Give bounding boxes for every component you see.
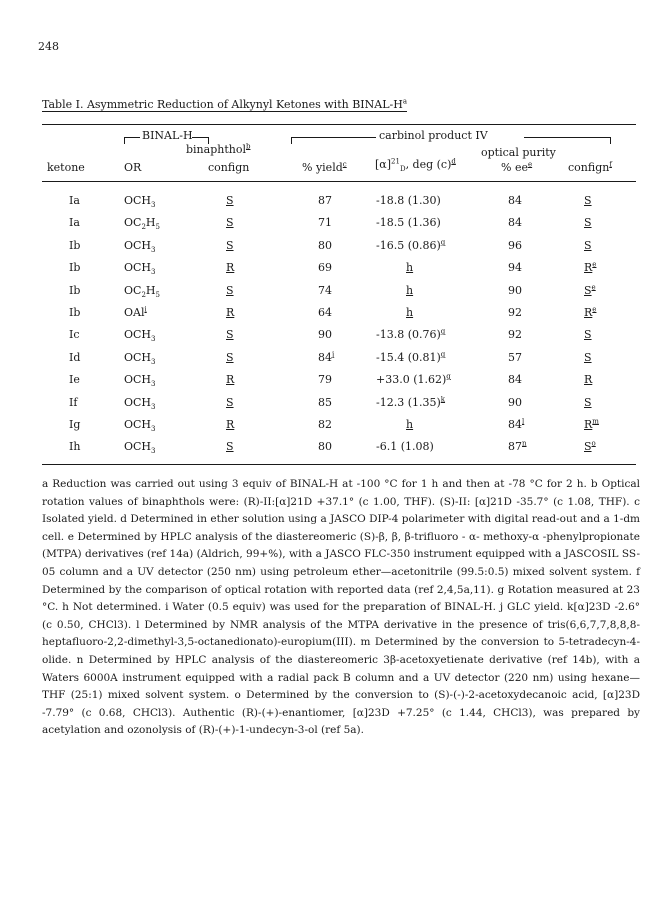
cell-rotation: h	[406, 284, 414, 297]
cell-or: $OCH_3$	[124, 440, 156, 456]
cell-ketone: Ib	[69, 239, 81, 252]
cell-or: $OCH_3$	[124, 418, 156, 434]
cell-rotation: -18.5 (1.36)	[376, 216, 441, 229]
cell-config-2: $R^e$	[584, 305, 597, 319]
carbinol-bracket-left	[291, 137, 376, 144]
col-yield: % yield$^c$	[302, 160, 347, 174]
cell-config-2: R	[584, 373, 593, 386]
cell-ketone: Id	[69, 351, 81, 364]
cell-or: $OCH_3$	[124, 194, 156, 210]
cell-yield: 69	[318, 261, 332, 274]
cell-yield: 82	[318, 418, 332, 431]
cell-rotation: -18.8 (1.30)	[376, 194, 441, 207]
cell-ee: 84	[508, 194, 522, 207]
cell-rotation: h	[406, 418, 414, 431]
cell-config-2: $S^o$	[584, 439, 596, 453]
cell-config-2: S	[584, 239, 592, 252]
cell-ee: 92	[508, 328, 522, 341]
cell-ee: 84	[508, 216, 522, 229]
cell-or: $OCH_3$	[124, 328, 156, 344]
cell-ketone: Ib	[69, 261, 81, 274]
cell-ketone: Ia	[69, 216, 80, 229]
cell-config: R	[226, 306, 235, 319]
cell-yield: 80	[318, 239, 332, 252]
group-binal-label: BINAL-H	[142, 129, 193, 142]
caption-label: Table I.	[42, 98, 84, 111]
cell-config: S	[226, 440, 234, 453]
cell-or: OAl$^i$	[124, 305, 147, 319]
cell-config: R	[226, 261, 235, 274]
cell-ketone: Ib	[69, 284, 81, 297]
table-footnotes	[42, 476, 640, 740]
cell-yield: 71	[318, 216, 332, 229]
cell-ee: 90	[508, 396, 522, 409]
col-ee: % $ee^e$	[501, 160, 533, 174]
col-rotation: $[\alpha]^{21}_D$, deg $(c)^d$	[375, 157, 456, 174]
cell-config-2: $R^e$	[584, 260, 597, 274]
caption-sup: a	[402, 97, 407, 106]
cell-config-2: S	[584, 396, 592, 409]
cell-config: S	[226, 351, 234, 364]
cell-rotation: -16.5 $(0.86)^g$	[376, 238, 446, 252]
cell-or: $OCH_3$	[124, 239, 156, 255]
cell-or: $OCH_3$	[124, 396, 156, 412]
cell-rotation: h	[406, 306, 414, 319]
cell-ketone: Ig	[69, 418, 81, 431]
cell-ketone: Ib	[69, 306, 81, 319]
header-optical-purity: optical purity	[481, 146, 556, 159]
cell-ee: 96	[508, 239, 522, 252]
cell-rotation: h	[406, 261, 414, 274]
cell-config: S	[226, 216, 234, 229]
binal-bracket-left	[124, 137, 140, 144]
cell-config-2: $R^m$	[584, 417, 599, 431]
cell-config: R	[226, 373, 235, 386]
table-bottom-rule	[42, 464, 636, 465]
cell-yield: 85	[318, 396, 332, 409]
cell-or: $OCH_3$	[124, 351, 156, 367]
cell-ee: 87$^n$	[508, 439, 527, 453]
caption-text: Asymmetric Reduction of Alkynyl Ketones with BINAL-H	[83, 98, 403, 111]
cell-or: $OC_2H_5$	[124, 284, 160, 300]
header-bottom-rule	[42, 181, 636, 182]
cell-ee: 94	[508, 261, 522, 274]
cell-config-2: S	[584, 328, 592, 341]
group-carbinol-label: carbinol product IV	[379, 129, 488, 142]
cell-yield: 87	[318, 194, 332, 207]
cell-yield: 84$^j$	[318, 350, 335, 364]
cell-yield: 80	[318, 440, 332, 453]
col-confign-2: confign$^f$	[568, 160, 612, 174]
cell-rotation: -6.1 (1.08)	[376, 440, 434, 453]
cell-rotation: +33.0 $(1.62)^g$	[376, 372, 451, 386]
cell-ketone: Ia	[69, 194, 80, 207]
cell-ketone: If	[69, 396, 78, 409]
page-number: 248	[38, 40, 59, 53]
cell-yield: 74	[318, 284, 332, 297]
cell-ketone: Ic	[69, 328, 80, 341]
cell-config: R	[226, 418, 235, 431]
cell-config: S	[226, 284, 234, 297]
footnote-paragraph: a Reduction was carried out using 3 equiv of BINAL-H at -100 °C for 1 h and then at -78 °C for 2 h. b Optical rotation values of binaphthols were: (R)-II:[α]21D +37.1° (c 1.00, THF). (S)-II: [α]21D -35.7° (c 1.08, THF). c Isolated yield. d Determined in ether solution using a JASCO DIP-4 polarimeter with digital read-out and a 1-dm cell. e Determined by HPLC analysis of the diastereomeric (S)-β, β, β-trifluoro - α- methoxy-α -phenylpropionate (MTPA) derivatives (ref 14a) (Aldrich, 99+%), with a JASCO FLC-350 instrument equipped with a JASCOSIL SS-05 column and a UV detector (250 nm) using petroleum ether—acetonitrile (99.5:0.5) mixed solvent system. f Determined by the comparison of optical rotation with reported data (ref 2,4,5a,11). g Rotation measured at 23 °C. h Not determined. i Water (0.5 equiv) was used for the preparation of BINAL-H. j GLC yield. k[α]23D -2.6° (c 0.50, CHCl3). l Determined by NMR analysis of the MTPA derivative in the presence of tris(6,6,7,7,8,8,8-heptafluoro-2,2-dimethyl-3,5-octanedionato)-europium(III). m Determined by the conversion to 5-tetradecyn-4-olide. n Determined by HPLC analysis of the diastereomeric 3β-acetoxyetienate derivative (ref 14b), with a Waters 6000A instrument equipped with a radial pack B column and a UV detector (220 nm) using hexane—THF (25:1) mixed solvent system. o Determined by the conversion to (S)-(-)-2-acetoxydecanoic acid, [α]23D -7.79° (c 0.68, CHCl3). Authentic (R)-(+)-enantiomer, [α]23D +7.25° (c 1.44, CHCl3), was prepared by acetylation and ozonolysis of (R)-(+)-1-undecyn-3-ol (ref 5a).	[42, 478, 640, 737]
header-binaphthol: binaphthol$^b$	[186, 142, 251, 156]
cell-ee: 57	[508, 351, 522, 364]
col-confign-1: confign	[208, 161, 250, 174]
cell-config-2: $S^e$	[584, 283, 596, 297]
cell-ee: 90	[508, 284, 522, 297]
cell-yield: 64	[318, 306, 332, 319]
cell-yield: 90	[318, 328, 332, 341]
cell-rotation: -15.4 $(0.81)^g$	[376, 350, 446, 364]
table-caption	[42, 98, 407, 112]
cell-config-2: S	[584, 216, 592, 229]
cell-or: $OCH_3$	[124, 261, 156, 277]
cell-config: S	[226, 328, 234, 341]
cell-config: S	[226, 239, 234, 252]
table-top-rule	[42, 124, 636, 125]
cell-config: S	[226, 396, 234, 409]
cell-rotation: -12.3 $(1.35)^k$	[376, 395, 446, 409]
cell-or: $OCH_3$	[124, 373, 156, 389]
cell-or: $OC_2H_5$	[124, 216, 160, 232]
cell-config-2: S	[584, 194, 592, 207]
col-or: OR	[124, 161, 142, 174]
cell-ee: 92	[508, 306, 522, 319]
cell-config: S	[226, 194, 234, 207]
cell-rotation: -13.8 $(0.76)^g$	[376, 327, 446, 341]
carbinol-bracket-right	[524, 137, 611, 144]
cell-ee: 84	[508, 373, 522, 386]
cell-yield: 79	[318, 373, 332, 386]
cell-ketone: Ie	[69, 373, 80, 386]
cell-ee: 84$^l$	[508, 417, 525, 431]
col-ketone: ketone	[47, 161, 85, 174]
cell-config-2: S	[584, 351, 592, 364]
cell-ketone: Ih	[69, 440, 81, 453]
